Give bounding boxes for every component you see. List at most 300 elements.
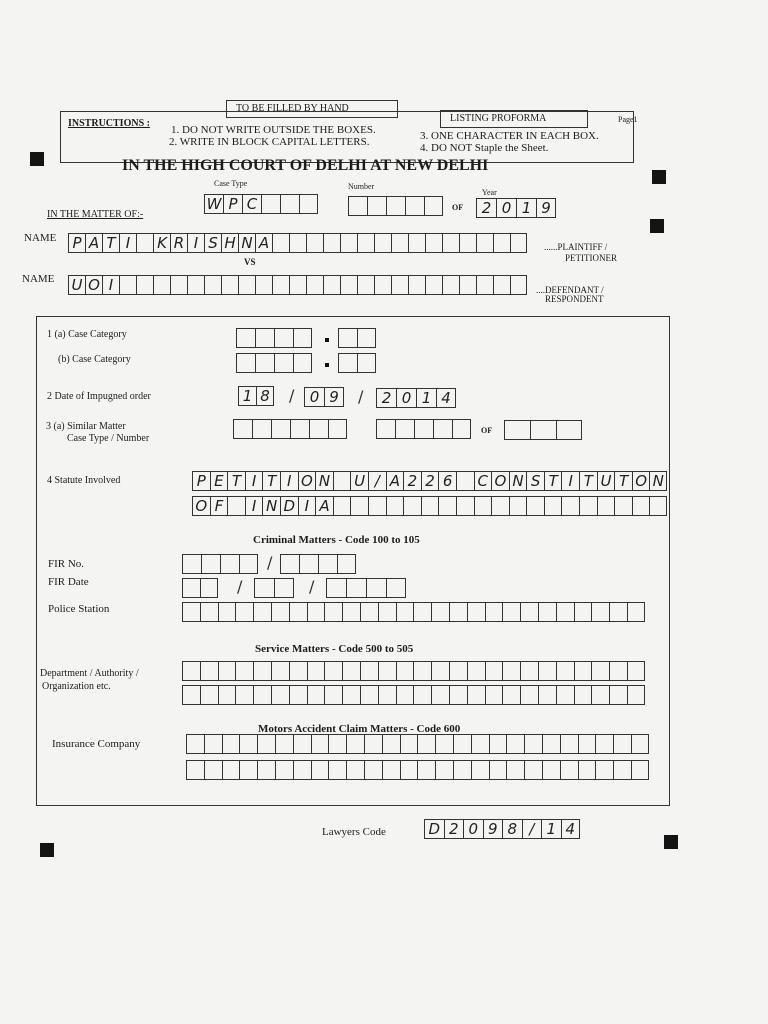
char-box[interactable] [395, 419, 414, 439]
char-box[interactable] [119, 233, 136, 253]
char-box[interactable] [275, 760, 293, 780]
case-category-a-sub-boxes[interactable] [338, 328, 376, 348]
char-box[interactable] [431, 602, 449, 622]
char-box[interactable] [360, 685, 378, 705]
char-box[interactable] [252, 419, 271, 439]
char-box[interactable] [299, 194, 318, 214]
char-box[interactable] [408, 275, 425, 295]
char-box[interactable] [136, 275, 153, 295]
char-box[interactable] [328, 734, 346, 754]
char-box[interactable] [561, 496, 579, 516]
char-box[interactable] [368, 496, 386, 516]
char-box[interactable] [579, 496, 597, 516]
char-box[interactable] [200, 578, 218, 598]
char-box[interactable] [504, 420, 530, 440]
char-box[interactable] [182, 554, 201, 574]
char-box[interactable] [396, 388, 416, 408]
char-box[interactable] [485, 661, 503, 681]
char-box[interactable] [274, 578, 294, 598]
case-category-a-boxes[interactable] [236, 328, 312, 348]
char-box[interactable] [431, 685, 449, 705]
char-box[interactable] [222, 760, 240, 780]
char-box[interactable] [467, 685, 485, 705]
char-box[interactable] [421, 471, 439, 491]
char-box[interactable] [227, 471, 245, 491]
char-box[interactable] [346, 734, 364, 754]
char-box[interactable] [257, 734, 275, 754]
char-box[interactable] [85, 233, 102, 253]
char-box[interactable] [239, 734, 257, 754]
char-box[interactable] [333, 471, 351, 491]
char-box[interactable] [520, 685, 538, 705]
char-box[interactable] [414, 419, 433, 439]
char-box[interactable] [413, 685, 431, 705]
char-box[interactable] [609, 602, 627, 622]
char-box[interactable] [102, 233, 119, 253]
char-box[interactable] [238, 386, 256, 406]
char-box[interactable] [346, 578, 366, 598]
insurance-row-1-boxes[interactable] [186, 734, 649, 754]
char-box[interactable] [538, 602, 556, 622]
char-box[interactable] [328, 760, 346, 780]
char-box[interactable] [326, 578, 346, 598]
char-box[interactable] [324, 387, 344, 407]
char-box[interactable] [506, 760, 524, 780]
char-box[interactable] [556, 685, 574, 705]
case-type-boxes[interactable] [204, 194, 318, 214]
case-year-boxes[interactable] [476, 198, 556, 218]
char-box[interactable] [182, 661, 200, 681]
char-box[interactable] [315, 471, 333, 491]
char-box[interactable] [254, 578, 274, 598]
char-box[interactable] [471, 760, 489, 780]
similar-number-boxes[interactable] [376, 419, 471, 439]
char-box[interactable] [396, 685, 414, 705]
char-box[interactable] [493, 233, 510, 253]
char-box[interactable] [489, 760, 507, 780]
char-box[interactable] [595, 760, 613, 780]
char-box[interactable] [239, 760, 257, 780]
char-box[interactable] [476, 198, 496, 218]
char-box[interactable] [238, 233, 255, 253]
fir-no-year-boxes[interactable] [280, 554, 356, 574]
char-box[interactable] [315, 496, 333, 516]
char-box[interactable] [368, 471, 386, 491]
char-box[interactable] [449, 602, 467, 622]
char-box[interactable] [170, 233, 187, 253]
char-box[interactable] [293, 760, 311, 780]
char-box[interactable] [520, 602, 538, 622]
char-box[interactable] [396, 602, 414, 622]
char-box[interactable] [627, 685, 645, 705]
char-box[interactable] [526, 496, 544, 516]
char-box[interactable] [613, 760, 631, 780]
char-box[interactable] [417, 760, 435, 780]
char-box[interactable] [204, 734, 222, 754]
char-box[interactable] [556, 661, 574, 681]
char-box[interactable] [255, 233, 272, 253]
char-box[interactable] [360, 661, 378, 681]
char-box[interactable] [435, 734, 453, 754]
char-box[interactable] [442, 275, 459, 295]
char-box[interactable] [323, 233, 340, 253]
char-box[interactable] [502, 819, 522, 839]
char-box[interactable] [609, 685, 627, 705]
char-box[interactable] [649, 496, 667, 516]
char-box[interactable] [425, 275, 442, 295]
char-box[interactable] [338, 353, 357, 373]
char-box[interactable] [357, 233, 374, 253]
char-box[interactable] [524, 734, 542, 754]
char-box[interactable] [433, 419, 452, 439]
statute-row-2-boxes[interactable] [192, 496, 667, 516]
char-box[interactable] [474, 471, 492, 491]
char-box[interactable] [304, 387, 324, 407]
char-box[interactable] [323, 275, 340, 295]
char-box[interactable] [579, 471, 597, 491]
char-box[interactable] [350, 471, 368, 491]
fir-no-boxes[interactable] [182, 554, 258, 574]
char-box[interactable] [187, 275, 204, 295]
char-box[interactable] [299, 554, 318, 574]
char-box[interactable] [631, 734, 649, 754]
char-box[interactable] [421, 496, 439, 516]
char-box[interactable] [245, 496, 263, 516]
char-box[interactable] [489, 734, 507, 754]
char-box[interactable] [400, 760, 418, 780]
char-box[interactable] [235, 661, 253, 681]
char-box[interactable] [424, 196, 443, 216]
case-category-b-sub-boxes[interactable] [338, 353, 376, 373]
char-box[interactable] [255, 353, 274, 373]
char-box[interactable] [233, 419, 252, 439]
case-number-boxes[interactable] [348, 196, 443, 216]
char-box[interactable] [367, 196, 386, 216]
char-box[interactable] [413, 602, 431, 622]
insurance-row-2-boxes[interactable] [186, 760, 649, 780]
char-box[interactable] [275, 734, 293, 754]
char-box[interactable] [425, 233, 442, 253]
char-box[interactable] [436, 388, 456, 408]
char-box[interactable] [348, 196, 367, 216]
similar-year-boxes[interactable] [504, 420, 582, 440]
char-box[interactable] [400, 734, 418, 754]
case-category-b-boxes[interactable] [236, 353, 312, 373]
department-row-2-boxes[interactable] [182, 685, 645, 705]
statute-row-1-boxes[interactable] [192, 471, 667, 491]
char-box[interactable] [476, 233, 493, 253]
char-box[interactable] [376, 388, 396, 408]
char-box[interactable] [536, 198, 556, 218]
char-box[interactable] [235, 602, 253, 622]
char-box[interactable] [496, 198, 516, 218]
char-box[interactable] [386, 496, 404, 516]
char-box[interactable] [510, 275, 527, 295]
char-box[interactable] [591, 661, 609, 681]
char-box[interactable] [262, 496, 280, 516]
char-box[interactable] [631, 760, 649, 780]
char-box[interactable] [239, 554, 258, 574]
char-box[interactable] [318, 554, 337, 574]
char-box[interactable] [293, 353, 312, 373]
char-box[interactable] [405, 196, 424, 216]
char-box[interactable] [342, 602, 360, 622]
char-box[interactable] [556, 420, 582, 440]
char-box[interactable] [493, 275, 510, 295]
char-box[interactable] [328, 419, 347, 439]
plaintiff-name-boxes[interactable] [68, 233, 527, 253]
char-box[interactable] [474, 496, 492, 516]
char-box[interactable] [360, 602, 378, 622]
char-box[interactable] [544, 471, 562, 491]
char-box[interactable] [386, 471, 404, 491]
char-box[interactable] [382, 734, 400, 754]
char-box[interactable] [182, 602, 200, 622]
char-box[interactable] [272, 275, 289, 295]
char-box[interactable] [417, 734, 435, 754]
char-box[interactable] [255, 275, 272, 295]
char-box[interactable] [255, 328, 274, 348]
char-box[interactable] [403, 471, 421, 491]
char-box[interactable] [357, 353, 376, 373]
char-box[interactable] [509, 471, 527, 491]
char-box[interactable] [136, 233, 153, 253]
char-box[interactable] [236, 328, 255, 348]
char-box[interactable] [342, 661, 360, 681]
char-box[interactable] [290, 419, 309, 439]
char-box[interactable] [68, 275, 85, 295]
char-box[interactable] [242, 194, 261, 214]
impugned-day-boxes[interactable] [238, 386, 274, 406]
char-box[interactable] [218, 661, 236, 681]
char-box[interactable] [298, 471, 316, 491]
char-box[interactable] [431, 661, 449, 681]
char-box[interactable] [424, 819, 444, 839]
char-box[interactable] [253, 661, 271, 681]
char-box[interactable] [574, 661, 592, 681]
char-box[interactable] [442, 233, 459, 253]
char-box[interactable] [340, 275, 357, 295]
char-box[interactable] [453, 760, 471, 780]
char-box[interactable] [376, 419, 395, 439]
char-box[interactable] [337, 554, 356, 574]
char-box[interactable] [502, 602, 520, 622]
char-box[interactable] [85, 275, 102, 295]
char-box[interactable] [614, 471, 632, 491]
char-box[interactable] [218, 685, 236, 705]
char-box[interactable] [307, 685, 325, 705]
char-box[interactable] [561, 819, 581, 839]
char-box[interactable] [522, 819, 542, 839]
char-box[interactable] [200, 661, 218, 681]
char-box[interactable] [467, 661, 485, 681]
char-box[interactable] [289, 685, 307, 705]
char-box[interactable] [289, 602, 307, 622]
char-box[interactable] [274, 328, 293, 348]
char-box[interactable] [574, 685, 592, 705]
char-box[interactable] [444, 819, 464, 839]
char-box[interactable] [293, 734, 311, 754]
char-box[interactable] [200, 602, 218, 622]
char-box[interactable] [204, 760, 222, 780]
char-box[interactable] [403, 496, 421, 516]
fir-day-boxes[interactable] [182, 578, 218, 598]
char-box[interactable] [204, 275, 221, 295]
char-box[interactable] [257, 760, 275, 780]
char-box[interactable] [220, 554, 239, 574]
char-box[interactable] [222, 734, 240, 754]
char-box[interactable] [524, 760, 542, 780]
defendant-name-boxes[interactable] [68, 275, 527, 295]
char-box[interactable] [506, 734, 524, 754]
char-box[interactable] [261, 194, 280, 214]
char-box[interactable] [471, 734, 489, 754]
char-box[interactable] [467, 602, 485, 622]
char-box[interactable] [307, 602, 325, 622]
char-box[interactable] [485, 685, 503, 705]
char-box[interactable] [386, 196, 405, 216]
char-box[interactable] [538, 685, 556, 705]
char-box[interactable] [459, 275, 476, 295]
impugned-year-boxes[interactable] [376, 388, 456, 408]
char-box[interactable] [289, 233, 306, 253]
char-box[interactable] [378, 602, 396, 622]
char-box[interactable] [463, 819, 483, 839]
char-box[interactable] [357, 328, 376, 348]
char-box[interactable] [449, 661, 467, 681]
char-box[interactable] [306, 275, 323, 295]
char-box[interactable] [338, 328, 357, 348]
fir-year-boxes[interactable] [326, 578, 406, 598]
char-box[interactable] [170, 275, 187, 295]
char-box[interactable] [510, 233, 527, 253]
char-box[interactable] [293, 328, 312, 348]
char-box[interactable] [391, 233, 408, 253]
char-box[interactable] [223, 194, 242, 214]
similar-type-boxes[interactable] [233, 419, 347, 439]
char-box[interactable] [560, 734, 578, 754]
char-box[interactable] [271, 602, 289, 622]
char-box[interactable] [491, 471, 509, 491]
char-box[interactable] [210, 471, 228, 491]
char-box[interactable] [438, 471, 456, 491]
char-box[interactable] [218, 602, 236, 622]
char-box[interactable] [280, 194, 299, 214]
char-box[interactable] [289, 275, 306, 295]
char-box[interactable] [595, 734, 613, 754]
char-box[interactable] [591, 602, 609, 622]
char-box[interactable] [309, 419, 328, 439]
char-box[interactable] [649, 471, 667, 491]
impugned-month-boxes[interactable] [304, 387, 344, 407]
char-box[interactable] [449, 685, 467, 705]
char-box[interactable] [378, 661, 396, 681]
char-box[interactable] [280, 471, 298, 491]
char-box[interactable] [262, 471, 280, 491]
char-box[interactable] [357, 275, 374, 295]
char-box[interactable] [378, 685, 396, 705]
char-box[interactable] [614, 496, 632, 516]
char-box[interactable] [374, 233, 391, 253]
char-box[interactable] [538, 661, 556, 681]
char-box[interactable] [306, 233, 323, 253]
char-box[interactable] [192, 496, 210, 516]
char-box[interactable] [186, 760, 204, 780]
char-box[interactable] [238, 275, 255, 295]
char-box[interactable] [374, 275, 391, 295]
char-box[interactable] [413, 661, 431, 681]
char-box[interactable] [438, 496, 456, 516]
police-station-boxes[interactable] [182, 602, 645, 622]
lawyers-code-boxes[interactable] [424, 819, 580, 839]
char-box[interactable] [613, 734, 631, 754]
char-box[interactable] [182, 578, 200, 598]
department-row-1-boxes[interactable] [182, 661, 645, 681]
char-box[interactable] [153, 233, 170, 253]
char-box[interactable] [271, 661, 289, 681]
char-box[interactable] [221, 275, 238, 295]
char-box[interactable] [476, 275, 493, 295]
char-box[interactable] [416, 388, 436, 408]
char-box[interactable] [253, 685, 271, 705]
char-box[interactable] [483, 819, 503, 839]
char-box[interactable] [396, 661, 414, 681]
char-box[interactable] [578, 760, 596, 780]
char-box[interactable] [119, 275, 136, 295]
char-box[interactable] [526, 471, 544, 491]
char-box[interactable] [68, 233, 85, 253]
char-box[interactable] [632, 496, 650, 516]
char-box[interactable] [289, 661, 307, 681]
char-box[interactable] [366, 578, 386, 598]
char-box[interactable] [530, 420, 556, 440]
char-box[interactable] [459, 233, 476, 253]
char-box[interactable] [542, 760, 560, 780]
char-box[interactable] [542, 734, 560, 754]
char-box[interactable] [502, 685, 520, 705]
char-box[interactable] [452, 419, 471, 439]
char-box[interactable] [386, 578, 406, 598]
char-box[interactable] [227, 496, 245, 516]
char-box[interactable] [541, 819, 561, 839]
char-box[interactable] [245, 471, 263, 491]
char-box[interactable] [192, 471, 210, 491]
char-box[interactable] [324, 661, 342, 681]
char-box[interactable] [280, 554, 299, 574]
char-box[interactable] [556, 602, 574, 622]
char-box[interactable] [485, 602, 503, 622]
char-box[interactable] [235, 685, 253, 705]
char-box[interactable] [256, 386, 274, 406]
char-box[interactable] [200, 685, 218, 705]
char-box[interactable] [342, 685, 360, 705]
char-box[interactable] [574, 602, 592, 622]
char-box[interactable] [509, 496, 527, 516]
char-box[interactable] [272, 233, 289, 253]
char-box[interactable] [520, 661, 538, 681]
char-box[interactable] [391, 275, 408, 295]
char-box[interactable] [502, 661, 520, 681]
char-box[interactable] [324, 602, 342, 622]
char-box[interactable] [364, 734, 382, 754]
char-box[interactable] [333, 496, 351, 516]
char-box[interactable] [221, 233, 238, 253]
char-box[interactable] [364, 760, 382, 780]
char-box[interactable] [102, 275, 119, 295]
char-box[interactable] [597, 496, 615, 516]
char-box[interactable] [311, 760, 329, 780]
char-box[interactable] [453, 734, 471, 754]
